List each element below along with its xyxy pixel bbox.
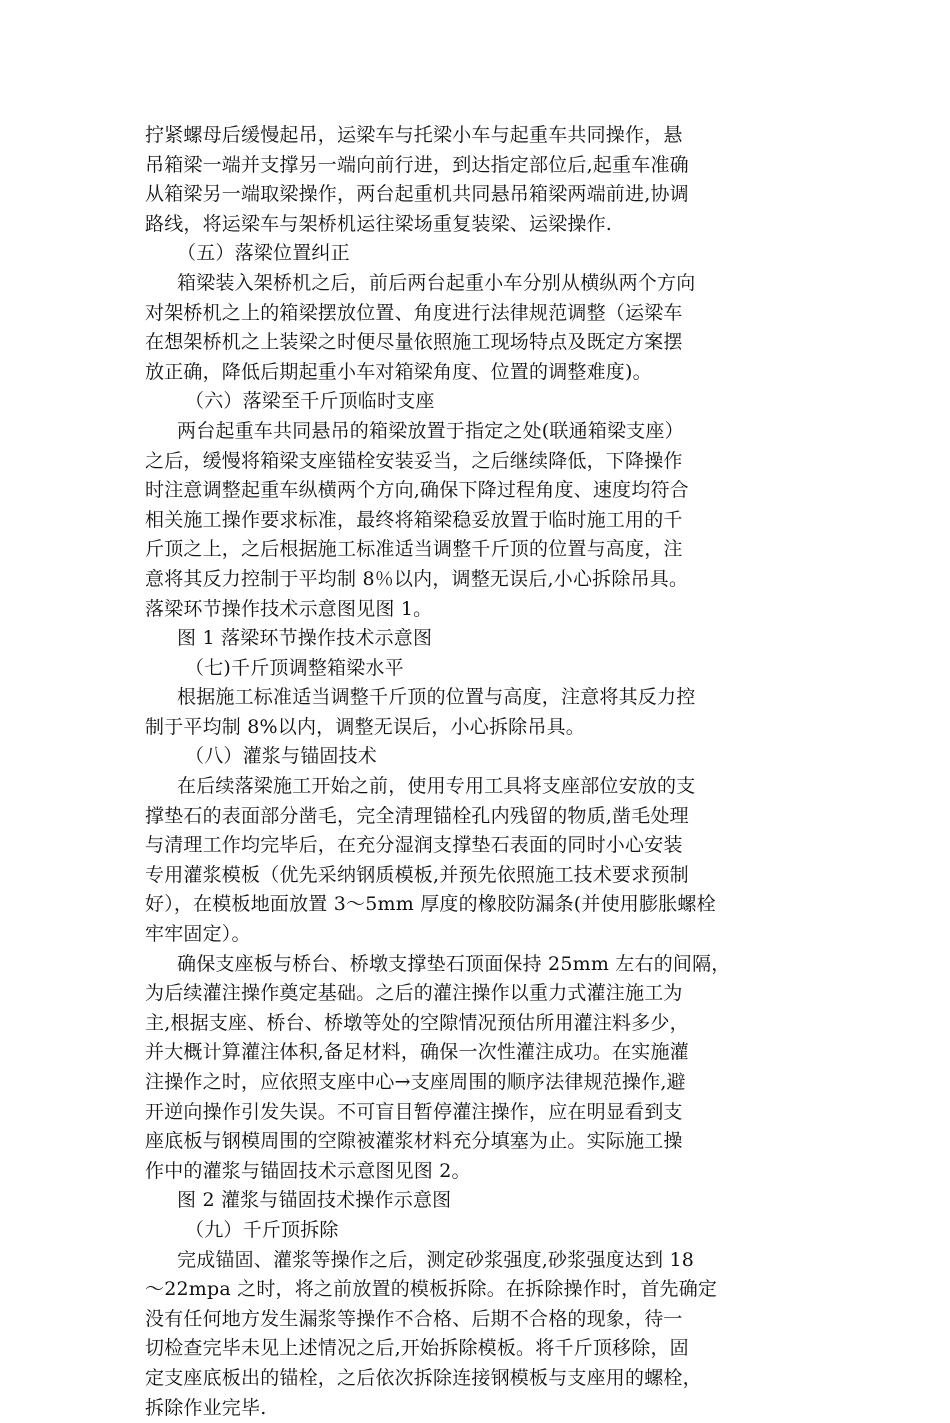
text-line: 主,根据支座、桥台、桥墩等处的空隙情况预估所用灌注料多少， xyxy=(145,1011,689,1034)
text-line: （六）落梁至千斤顶临时支座 xyxy=(185,390,435,413)
text-line: 路线，将运梁车与架桥机运往梁场重复装梁、运梁操作. xyxy=(145,212,613,235)
text-line: 在想架桥机之上装梁之时便尽量依照施工现场特点及既定方案摆 xyxy=(145,331,683,354)
text-line: （九）千斤顶拆除 xyxy=(185,1218,339,1241)
text-line: 为后续灌注操作奠定基础。之后的灌注操作以重力式灌注施工为 xyxy=(145,982,683,1005)
text-line: 完成锚固、灌浆等操作之后，测定砂浆强度,砂浆强度达到 18 xyxy=(177,1248,695,1271)
text-line: 与清理工作均完毕后，在充分湿润支撑垫石表面的同时小心安装 xyxy=(145,834,683,857)
text-line: 两台起重车共同悬吊的箱梁放置于指定之处(联通箱梁支座） xyxy=(177,419,684,442)
text-line: 撑垫石的表面部分凿毛，完全清理锚栓孔内残留的物质,凿毛处理 xyxy=(145,804,689,827)
text-line: 拆除作业完毕. xyxy=(145,1396,267,1419)
text-line: 吊箱梁一端并支撑另一端向前行进，到达指定部位后,起重车准确 xyxy=(145,153,689,176)
text-line: 图 2 灌浆与锚固技术操作示意图 xyxy=(177,1189,452,1212)
text-line: 注操作之时，应依照支座中心→支座周围的顺序法律规范操作,避 xyxy=(145,1071,686,1093)
text-line: 好），在模板地面放置 3～5mm 厚度的橡胶防漏条(并使用膨胀螺栓 xyxy=(145,893,716,916)
text-line: 制于平均制 8%以内，调整无误后，小心拆除吊具。 xyxy=(145,715,585,738)
text-line: 专用灌浆模板（优先采纳钢质模板,并预先依照施工技术要求预制 xyxy=(145,863,689,886)
text-line: 根据施工标准适当调整千斤顶的位置与高度，注意将其反力控 xyxy=(177,686,696,709)
text-line: 没有任何地方发生漏浆等操作不合格、后期不合格的现象，待一 xyxy=(145,1307,683,1330)
text-line: 作中的灌浆与锚固技术示意图见图 2。 xyxy=(145,1159,471,1182)
text-line: 定支座底板出的锚栓，之后依次拆除连接钢模板与支座用的螺栓， xyxy=(145,1366,702,1389)
text-line: 意将其反力控制于平均制 8％以内，调整无误后,小心拆除吊具。 xyxy=(145,567,689,590)
text-line: 图 1 落梁环节操作技术示意图 xyxy=(177,627,433,650)
text-line: 拧紧螺母后缓慢起吊，运梁车与托梁小车与起重车共同操作，悬 xyxy=(145,124,683,146)
text-line: 牢牢固定）。 xyxy=(145,923,251,946)
text-line: （八）灌浆与锚固技术 xyxy=(185,745,378,768)
text-line: 落梁环节操作技术示意图见图 1。 xyxy=(145,597,433,620)
text-line: ～22mpa 之时，将之前放置的模板拆除。在拆除操作时，首先确定 xyxy=(145,1278,718,1301)
text-line: 时注意调整起重车纵横两个方向,确保下降过程角度、速度均符合 xyxy=(145,479,689,502)
text-line: 之后，缓慢将箱梁支座锚栓安装妥当，之后继续降低，下降操作 xyxy=(145,449,683,472)
document-page xyxy=(145,121,795,1423)
text-line: 开逆向操作引发失误。不可盲目暂停灌注操作，应在明显看到支 xyxy=(145,1100,683,1123)
text-line: 放正确，降低后期起重小车对箱梁角度、位置的调整难度)。 xyxy=(145,360,652,383)
text-line: 确保支座板与桥台、桥墩支撑垫石顶面保持 25mm 左右的间隔， xyxy=(177,952,731,975)
text-line: （五）落梁位置纠正 xyxy=(177,242,350,265)
text-line: 箱梁装入架桥机之后，前后两台起重小车分别从横纵两个方向 xyxy=(177,271,696,294)
text-line: 在后续落梁施工开始之前，使用专用工具将支座部位安放的支 xyxy=(177,775,696,798)
text-line: （七)千斤顶调整箱梁水平 xyxy=(185,656,404,679)
text-line: 座底板与钢模周围的空隙被灌浆材料充分填塞为止。实际施工操 xyxy=(145,1130,683,1153)
text-line: 切检查完毕未见上述情况之后,开始拆除模板。将千斤顶移除，固 xyxy=(145,1337,689,1360)
text-line: 并大概计算灌注体积,备足材料，确保一次性灌注成功。在实施灌 xyxy=(145,1041,689,1064)
text-line: 对架桥机之上的箱梁摆放位置、角度进行法律规范调整（运梁车 xyxy=(145,301,683,324)
text-line: 相关施工操作要求标准，最终将箱梁稳妥放置于临时施工用的千 xyxy=(145,508,683,531)
text-line: 从箱梁另一端取梁操作，两台起重机共同悬吊箱梁两端前进,协调 xyxy=(145,183,689,206)
text-line: 斤顶之上，之后根据施工标准适当调整千斤顶的位置与高度，注 xyxy=(145,538,683,561)
